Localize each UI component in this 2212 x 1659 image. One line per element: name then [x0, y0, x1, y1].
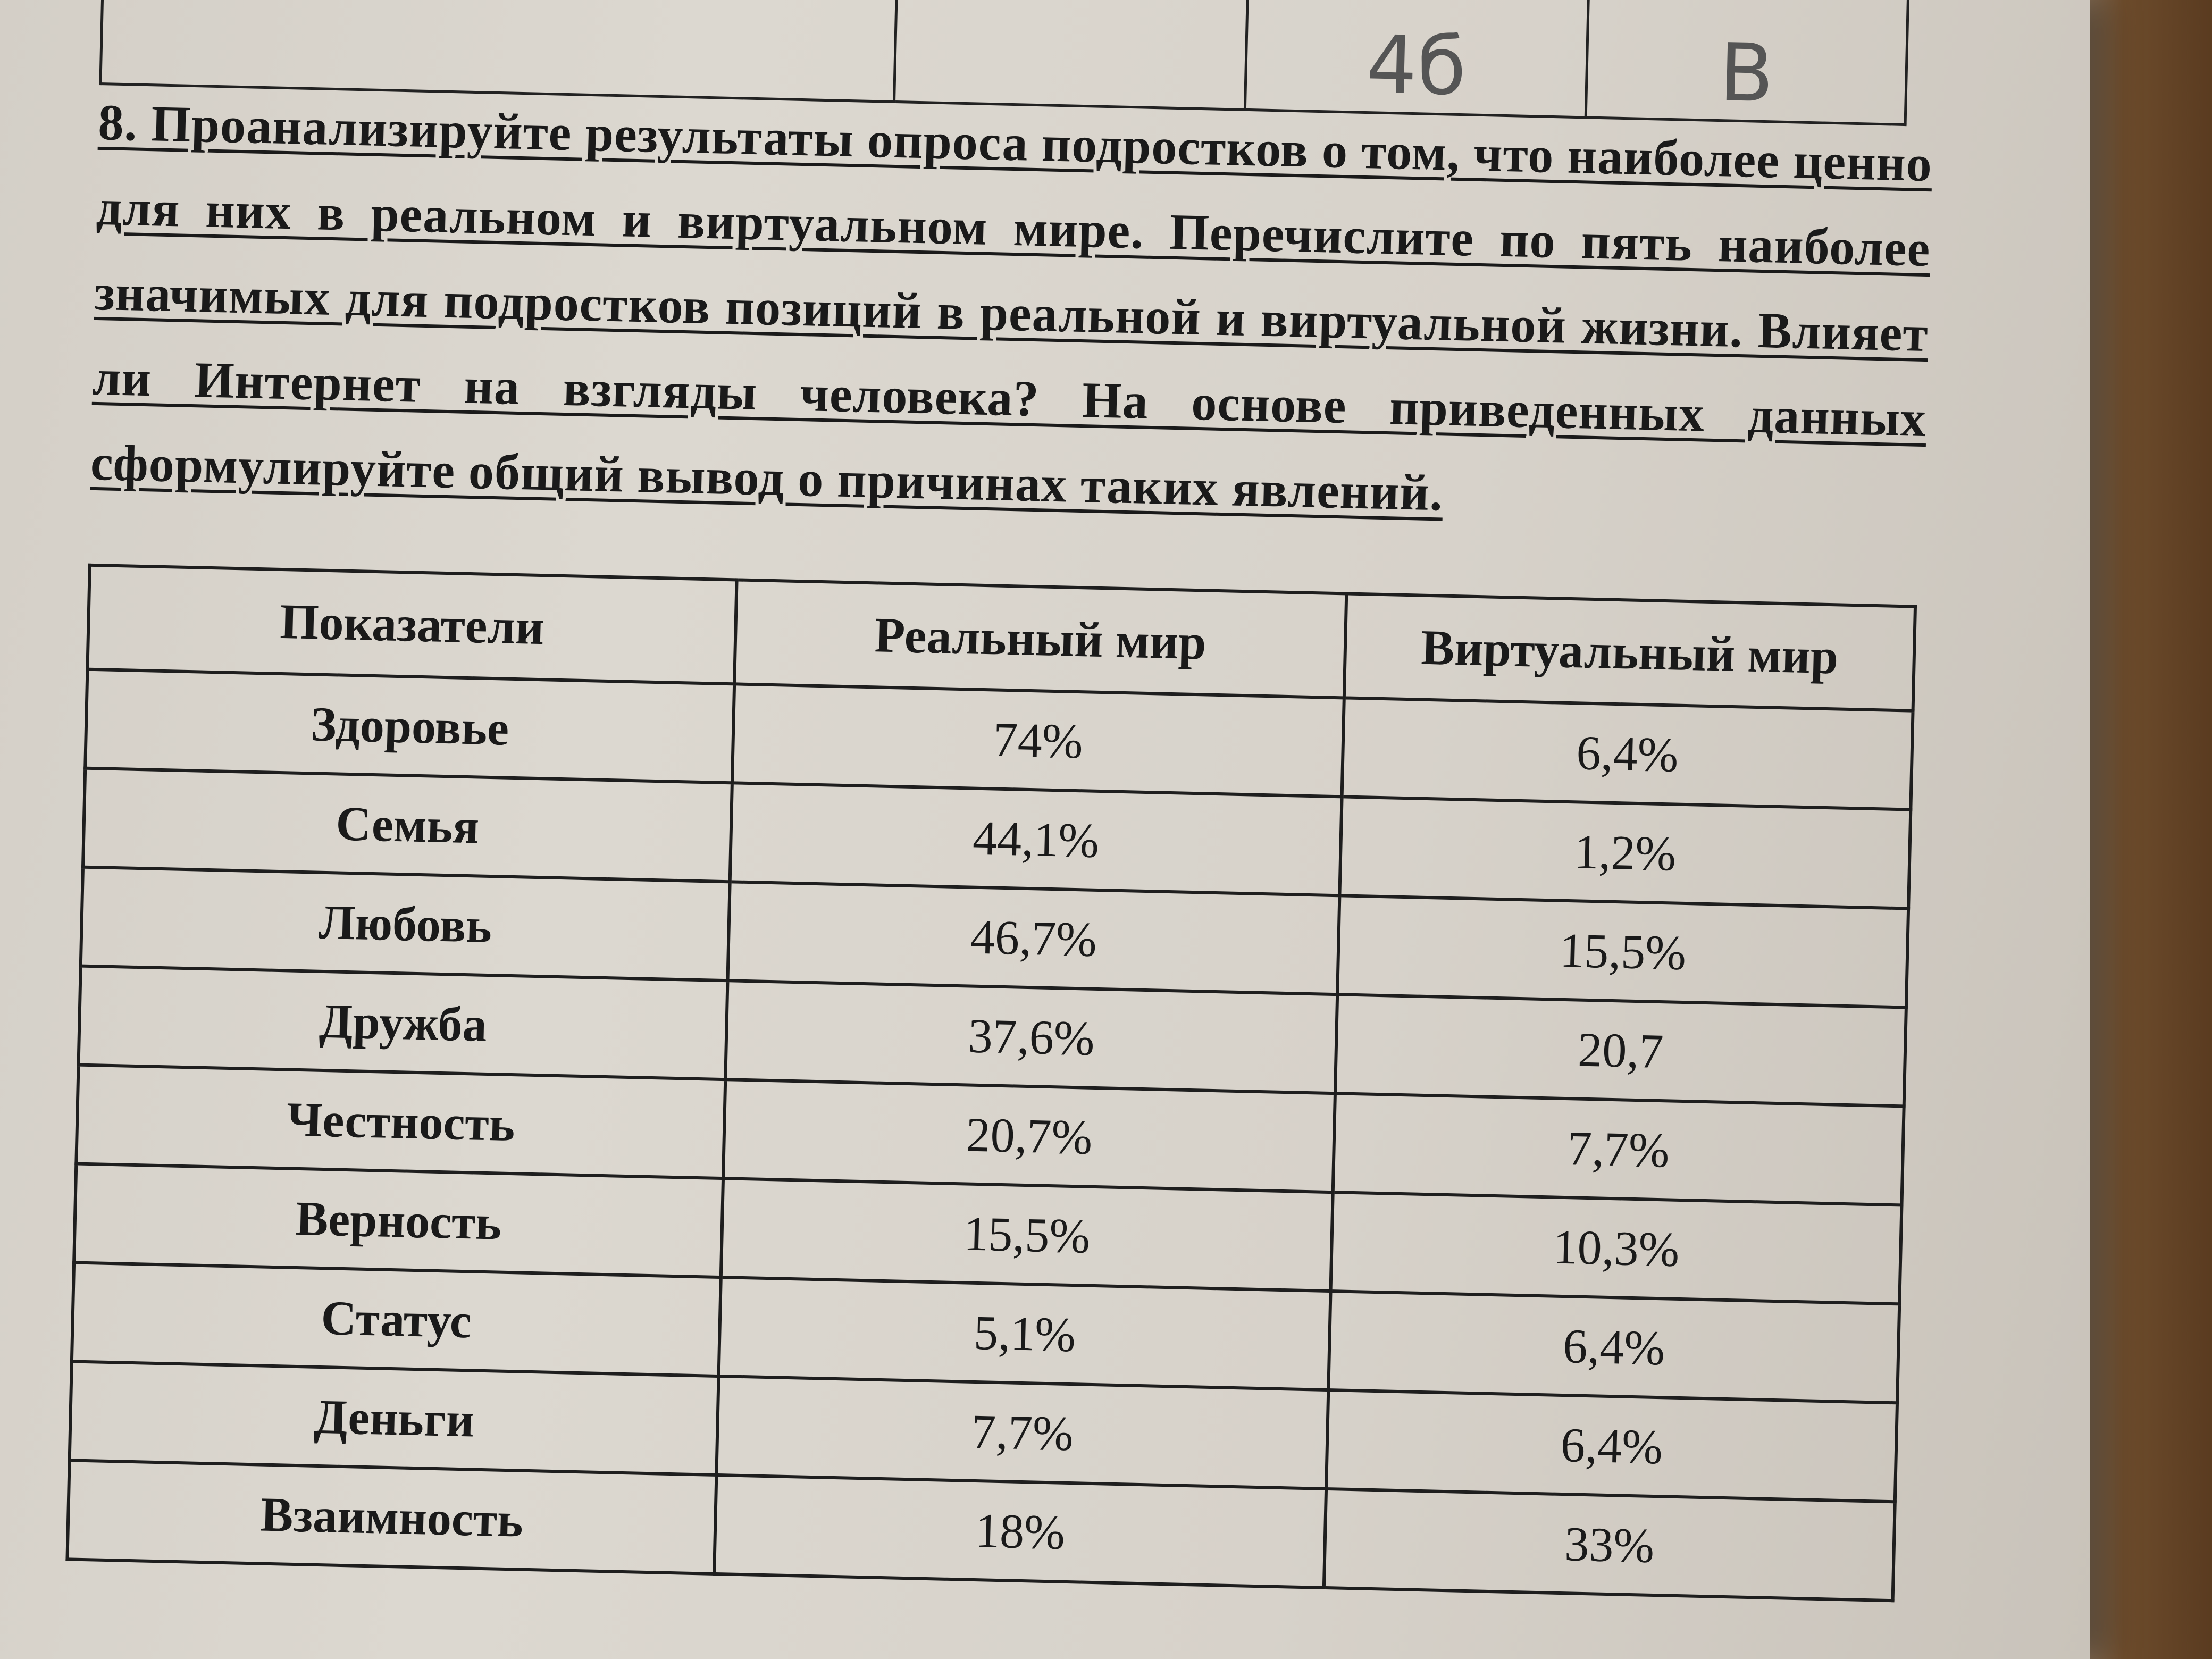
- real-value: 37,6%: [725, 981, 1337, 1093]
- survey-table: [65, 564, 1917, 1603]
- virtual-value: 6,4%: [1342, 698, 1913, 809]
- virtual-value: 20,7: [1335, 994, 1906, 1106]
- row-label: Честность: [76, 1065, 725, 1179]
- question-text: 8. Проанализируйте результаты опроса подростков о том, что наиболее ценно для них в реальном и виртуальном мире. Перечислите по пять наиболее значимых для подростков позиций в реальной и виртуальной жизни. Влияет ли Интернет на взгляды человека? На основе приведенных данных сформулируйте общий вывод о причинах таких явлений.: [90, 93, 1933, 522]
- answer-cell-handwritten: В: [1586, 0, 1908, 125]
- virtual-value: 10,3%: [1330, 1192, 1901, 1304]
- real-value: 5,1%: [719, 1277, 1331, 1390]
- header-real-world: Реальный мир: [734, 580, 1346, 698]
- real-value: 7,7%: [716, 1376, 1328, 1489]
- real-value: 15,5%: [721, 1178, 1333, 1291]
- row-label: Любовь: [81, 867, 730, 981]
- real-value: 44,1%: [730, 783, 1342, 895]
- header-virtual-world: Виртуальный мир: [1344, 593, 1915, 710]
- row-label: Деньги: [70, 1361, 719, 1475]
- virtual-value: 15,5%: [1337, 895, 1908, 1007]
- answer-cell-handwritten: 4б: [1245, 0, 1589, 118]
- real-value: 74%: [732, 684, 1344, 797]
- virtual-value: 7,7%: [1333, 1093, 1904, 1205]
- row-label: Взаимность: [67, 1460, 716, 1574]
- page-content: [63, 0, 1940, 1659]
- row-label: Семья: [83, 768, 732, 882]
- virtual-value: 6,4%: [1328, 1291, 1899, 1403]
- row-label: Верность: [74, 1164, 723, 1278]
- virtual-value: 1,2%: [1339, 797, 1911, 908]
- real-value: 18%: [714, 1475, 1326, 1588]
- row-label: Дружба: [79, 966, 728, 1080]
- row-label: Статус: [72, 1262, 721, 1376]
- header-indicators: Показатели: [87, 565, 736, 684]
- real-value: 20,7%: [723, 1079, 1335, 1192]
- virtual-value: 6,4%: [1326, 1390, 1897, 1502]
- answer-cell: [894, 0, 1248, 110]
- row-label: Здоровье: [85, 669, 734, 783]
- real-value: 46,7%: [727, 882, 1339, 994]
- virtual-value: 33%: [1324, 1489, 1895, 1601]
